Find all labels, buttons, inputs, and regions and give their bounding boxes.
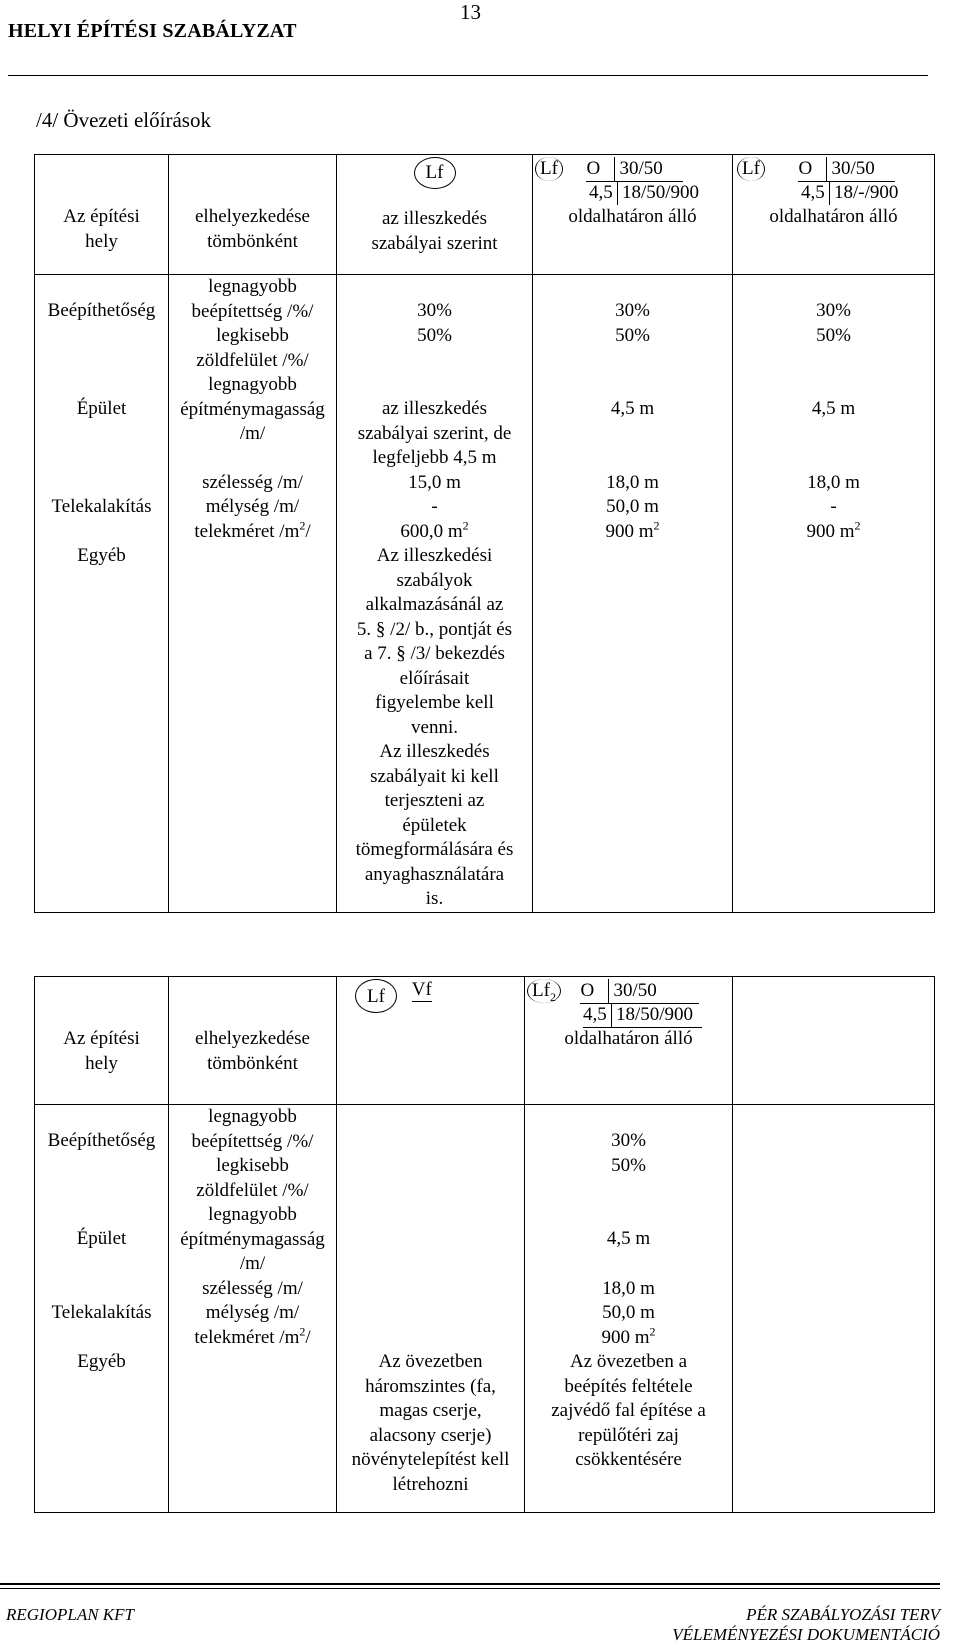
t1-beep-c3-2: 50% xyxy=(417,324,452,346)
t1-head-col1-line1: Az építési xyxy=(63,206,140,227)
t1-egyeb-c3-3: alkalmazásánál az xyxy=(365,594,504,615)
t2-telek-desc-1: szélesség /m/ xyxy=(202,1277,303,1299)
t2-egyeb-c4 xyxy=(525,1350,733,1512)
t2-telek-c4-3-text: 900 m xyxy=(601,1326,650,1348)
t2-telek-c4-2: 50,0 m xyxy=(602,1302,655,1323)
t2-zone-code-box xyxy=(527,979,702,1027)
t1-epulet-desc-3: /m/ xyxy=(239,423,266,444)
t1-egyeb-c3-9: Az illeszkedés xyxy=(379,741,490,762)
t2-egyeb-c4-1: Az övezetben a xyxy=(569,1351,688,1372)
t1-telek-desc-3-end: / xyxy=(305,520,311,542)
t1-telek-label-cell xyxy=(35,471,169,545)
t1-row-egyeb xyxy=(35,544,935,912)
t2-beep-desc-3: legkisebb xyxy=(216,1155,289,1176)
t1-telek-c4-3-sup: 2 xyxy=(653,518,660,533)
t1-zone-code-box-2 xyxy=(737,157,898,205)
t1-telek-c4 xyxy=(533,471,733,545)
t1-egyeb-c3-4: 5. § /2/ b., pontját és xyxy=(356,618,513,640)
t2-telek-label-cell xyxy=(35,1277,169,1351)
t2-telek-c4 xyxy=(525,1277,733,1351)
t1-code2-ratio: 30/50 xyxy=(826,157,895,182)
t2-epulet-label-cell xyxy=(35,1203,169,1277)
document-header-title: HELYI ÉPÍTÉSI SZABÁLYZAT xyxy=(8,20,297,42)
t2-telek-desc-3-sup: 2 xyxy=(299,1324,306,1339)
t1-egyeb-c3-10: szabályait ki kell xyxy=(370,765,499,787)
table2-header-row xyxy=(35,977,935,1105)
t2-egyeb-c4-4: repülőtéri zaj xyxy=(578,1424,679,1446)
t2-egyeb-c3-2: háromszintes (fa, xyxy=(365,1375,496,1397)
t1-telek-c3-3 xyxy=(337,520,532,545)
zone-table-2 xyxy=(34,976,935,1513)
t1-code2-o: O xyxy=(798,157,826,182)
t2-epulet-c5 xyxy=(733,1203,935,1277)
t1-beep-c4-1: 30% xyxy=(615,300,650,321)
t1-egyeb-desc-cell xyxy=(169,544,337,912)
t1-epulet-c3 xyxy=(337,373,533,471)
footer-divider-thin xyxy=(0,1588,940,1589)
t1-beep-desc-1: legnagyobb xyxy=(208,276,297,297)
t1-telek-c4-3 xyxy=(533,520,732,545)
t1-telek-desc-3-text: telekméret /m xyxy=(194,520,300,542)
t2-telek-desc-3-text: telekméret /m xyxy=(194,1326,300,1348)
t2-head-col4-text: oldalhatáron álló xyxy=(564,1028,693,1049)
t2-head-zone-lf2 xyxy=(525,977,733,1105)
t2-head-empty xyxy=(733,977,935,1105)
t2-head-building-place xyxy=(35,977,169,1105)
t2-egyeb-c3-4: alacsony cserje) xyxy=(369,1424,492,1446)
t1-epulet-c4 xyxy=(533,373,733,471)
t2-telek-desc-cell xyxy=(169,1277,337,1351)
t1-beep-desc-cell xyxy=(169,275,337,374)
t1-epulet-c3-3: legfeljebb 4,5 m xyxy=(372,447,497,468)
t1-head-col3-line2: szabályai szerint xyxy=(371,232,498,254)
t2-telek-c5 xyxy=(733,1277,935,1351)
footer-document-line1: PÉR SZABÁLYOZÁSI TERV xyxy=(746,1605,940,1624)
t2-code-ratio: 30/50 xyxy=(608,979,699,1004)
t2-egyeb-desc-cell xyxy=(169,1350,337,1512)
t1-code2-height: 4,5 xyxy=(801,182,825,203)
t1-beep-c3-1: 30% xyxy=(417,300,452,321)
t1-epulet-desc-cell xyxy=(169,373,337,471)
t2-beep-desc-2: beépítettség /%/ xyxy=(191,1130,314,1152)
t1-head-col1-line2: hely xyxy=(85,230,118,252)
t1-head-col3-line1: az illeszkedés xyxy=(382,208,487,229)
t2-egyeb-label: Egyéb xyxy=(77,1351,126,1372)
t2-egyeb-c3-6: létrehozni xyxy=(392,1473,469,1495)
t1-telek-c4-2: 50,0 m xyxy=(606,496,659,517)
footer-company: REGIOPLAN KFT xyxy=(6,1605,134,1624)
t2-egyeb-c4-2: beépítés feltétele xyxy=(564,1375,693,1397)
t1-epulet-c3-2: szabályai szerint, de xyxy=(357,422,512,444)
t2-epulet-desc-1: legnagyobb xyxy=(208,1204,297,1225)
t1-head-building-place xyxy=(35,155,169,275)
t1-head-block-location xyxy=(169,155,337,275)
t2-row-egyeb xyxy=(35,1350,935,1512)
section-title: /4/ Övezeti előírások xyxy=(36,108,211,132)
t1-telek-c3 xyxy=(337,471,533,545)
t1-egyeb-c3-12: épületek xyxy=(402,814,467,836)
t2-beep-c4-2: 50% xyxy=(611,1154,646,1176)
t2-head-block-location xyxy=(169,977,337,1105)
t1-row-epulet xyxy=(35,373,935,471)
t2-telek-c4-3 xyxy=(525,1326,732,1351)
t1-beep-desc-3: legkisebb xyxy=(216,325,289,346)
t2-epulet-c3 xyxy=(337,1203,525,1277)
t1-beep-desc-4: zöldfelület /%/ xyxy=(196,349,309,371)
zone-table-1 xyxy=(34,154,935,913)
t2-telek-desc-2: mélység /m/ xyxy=(205,1302,300,1323)
t2-head-zone-lf-vf xyxy=(337,977,525,1105)
t2-code-lf-text: Lf xyxy=(532,980,550,1001)
t2-row-beepithetoseg xyxy=(35,1105,935,1204)
t1-code2-spec: 18/-/900 xyxy=(829,181,898,205)
t1-telek-c3-3-sup: 2 xyxy=(462,518,469,533)
t2-egyeb-label-cell xyxy=(35,1350,169,1512)
t1-egyeb-c3-15: is. xyxy=(425,888,444,909)
footer-document-line2: VÉLEMÉNYEZÉSI DOKUMENTÁCIÓ xyxy=(672,1625,940,1644)
t1-telek-desc-3 xyxy=(169,520,336,545)
t1-telek-c5-3-text: 900 m xyxy=(806,520,855,542)
t2-egyeb-c3-1: Az övezetben xyxy=(378,1351,483,1372)
t2-telek-desc-3 xyxy=(169,1326,336,1351)
t2-beep-c4 xyxy=(525,1105,733,1204)
t1-beep-c4 xyxy=(533,275,733,374)
t1-head-zone-lf xyxy=(337,155,533,275)
t2-code-spec: 18/50/900 xyxy=(611,1003,702,1028)
t2-beep-label: Beépíthetőség xyxy=(47,1130,156,1151)
t1-beep-c4-2: 50% xyxy=(615,324,650,346)
t2-zone-code-vf: Vf xyxy=(411,979,432,1000)
t1-beep-label: Beépíthetőség xyxy=(47,300,156,321)
t1-beep-c5-2: 50% xyxy=(816,324,851,346)
t1-epulet-c5 xyxy=(733,373,935,471)
t1-telek-c3-3-text: 600,0 m xyxy=(400,520,463,542)
t1-egyeb-c3-14: anyaghasználatára xyxy=(364,863,505,885)
t2-telek-label: Telekalakítás xyxy=(51,1301,152,1323)
t1-head-col5-text: oldalhatáron álló xyxy=(769,206,898,227)
t2-telek-c4-1: 18,0 m xyxy=(602,1277,655,1299)
t1-epulet-label-cell xyxy=(35,373,169,471)
t1-code1-height: 4,5 xyxy=(589,182,613,203)
t1-telek-desc-3-sup: 2 xyxy=(299,518,306,533)
t1-row-telekalakitas xyxy=(35,471,935,545)
t2-head-col2-line2: tömbönként xyxy=(207,1052,298,1074)
t2-beep-c3 xyxy=(337,1105,525,1204)
t1-epulet-desc-1: legnagyobb xyxy=(208,374,297,395)
t1-beep-label-cell xyxy=(35,275,169,374)
t1-egyeb-label-cell xyxy=(35,544,169,912)
t1-egyeb-c3-13: tömegformálására és xyxy=(355,839,514,860)
t1-epulet-desc-2: építménymagasság xyxy=(180,398,325,420)
t1-egyeb-c4 xyxy=(533,544,733,912)
t1-egyeb-c3-8: venni. xyxy=(411,716,458,738)
t1-epulet-c5-value: 4,5 m xyxy=(811,398,856,419)
t2-head-col1-line1: Az építési xyxy=(63,1028,140,1049)
t1-telek-c5-3-sup: 2 xyxy=(854,518,861,533)
t2-egyeb-c5 xyxy=(733,1350,935,1512)
t1-egyeb-c3 xyxy=(337,544,533,912)
t2-epulet-c4-value: 4,5 m xyxy=(606,1228,651,1249)
t2-epulet-label: Épület xyxy=(76,1228,127,1249)
t2-beep-desc-1: legnagyobb xyxy=(208,1106,297,1127)
t1-egyeb-c3-11: terjeszteni az xyxy=(384,790,485,811)
t1-telek-c4-1: 18,0 m xyxy=(606,471,659,493)
t1-telek-c5 xyxy=(733,471,935,545)
t1-telek-c5-3 xyxy=(733,520,934,545)
t2-beep-desc-4: zöldfelület /%/ xyxy=(196,1179,309,1201)
t1-egyeb-label: Egyéb xyxy=(77,545,126,566)
t2-epulet-c4 xyxy=(525,1203,733,1277)
t2-telek-c4-3-sup: 2 xyxy=(649,1324,656,1339)
footer-document xyxy=(620,1605,940,1645)
t2-egyeb-c3-3: magas cserje, xyxy=(379,1400,482,1421)
t1-telek-c3-2: - xyxy=(431,496,438,517)
t2-epulet-desc-3: /m/ xyxy=(239,1253,266,1274)
t2-row-epulet xyxy=(35,1203,935,1277)
t1-telek-c5-1: 18,0 m xyxy=(807,471,860,493)
t1-beep-c5-1: 30% xyxy=(816,300,851,321)
t2-code-o: O xyxy=(580,979,608,1004)
t2-egyeb-c4-3: zajvédő fal építése a xyxy=(551,1400,706,1421)
t1-telek-c4-3-text: 900 m xyxy=(605,520,654,542)
t2-telek-c3 xyxy=(337,1277,525,1351)
t1-code1-spec: 18/50/900 xyxy=(617,181,699,205)
t1-telek-c3-1: 15,0 m xyxy=(408,471,461,493)
t1-telek-label: Telekalakítás xyxy=(51,495,152,517)
t1-egyeb-c3-5: a 7. § /3/ bekezdés xyxy=(364,643,505,664)
t1-telek-desc-1: szélesség /m/ xyxy=(202,471,303,493)
t1-egyeb-c3-1: Az illeszkedési xyxy=(376,545,493,566)
t1-zone-code-lf: Lf xyxy=(414,157,456,189)
t1-zone-code-box-1 xyxy=(535,157,699,205)
t1-code2-lf: Lf xyxy=(737,157,765,181)
t2-egyeb-c3-5: növénytelepítést kell xyxy=(351,1449,510,1470)
t2-epulet-desc-cell xyxy=(169,1203,337,1277)
t1-row-beepithetoseg xyxy=(35,275,935,374)
t1-head-col2-line1: elhelyezkedése xyxy=(195,206,310,227)
t1-epulet-label: Épület xyxy=(76,398,127,419)
t1-head-zone-lf-o-2 xyxy=(733,155,935,275)
t1-code1-o: O xyxy=(586,157,614,182)
t1-beep-c5 xyxy=(733,275,935,374)
t2-telek-desc-3-end: / xyxy=(305,1326,311,1348)
header-divider xyxy=(8,75,928,76)
t1-code1-lf: Lf xyxy=(535,157,563,181)
t1-telek-c5-2: - xyxy=(830,496,837,517)
t2-beep-c4-1: 30% xyxy=(611,1130,646,1151)
t1-head-col2-line2: tömbönként xyxy=(207,230,298,252)
t1-egyeb-c3-6: előírásait xyxy=(399,667,470,689)
t1-epulet-c4-value: 4,5 m xyxy=(610,398,655,419)
t2-row-telekalakitas xyxy=(35,1277,935,1351)
t1-telek-desc-cell xyxy=(169,471,337,545)
t1-telek-desc-2: mélység /m/ xyxy=(205,496,300,517)
t1-head-col4-text: oldalhatáron álló xyxy=(568,206,697,227)
t1-code1-ratio: 30/50 xyxy=(614,157,683,182)
t2-code-lf: Lf2 xyxy=(527,979,561,1003)
t2-head-col2-line1: elhelyezkedése xyxy=(195,1028,310,1049)
footer-divider-thick xyxy=(0,1583,940,1585)
t2-code-height: 4,5 xyxy=(583,1003,611,1028)
t2-beep-c5 xyxy=(733,1105,935,1204)
page-number: 13 xyxy=(460,0,481,24)
t1-head-zone-lf-o-1 xyxy=(533,155,733,275)
t2-epulet-desc-2: építménymagasság xyxy=(180,1228,325,1250)
t2-zone-code-lf: Lf xyxy=(355,979,397,1013)
t1-egyeb-c5 xyxy=(733,544,935,912)
t1-beep-desc-2: beépítettség /%/ xyxy=(191,300,314,322)
t1-egyeb-c3-2: szabályok xyxy=(396,569,473,591)
t2-egyeb-c4-5: csökkentésére xyxy=(575,1449,682,1470)
t1-egyeb-c3-7: figyelembe kell xyxy=(375,692,494,713)
t2-beep-desc-cell xyxy=(169,1105,337,1204)
t2-egyeb-c3 xyxy=(337,1350,525,1512)
t2-beep-label-cell xyxy=(35,1105,169,1204)
table1-header-row xyxy=(35,155,935,275)
t2-head-col1-line2: hely xyxy=(85,1052,118,1074)
t1-epulet-c3-1: az illeszkedés xyxy=(382,398,487,419)
t1-beep-c3 xyxy=(337,275,533,374)
